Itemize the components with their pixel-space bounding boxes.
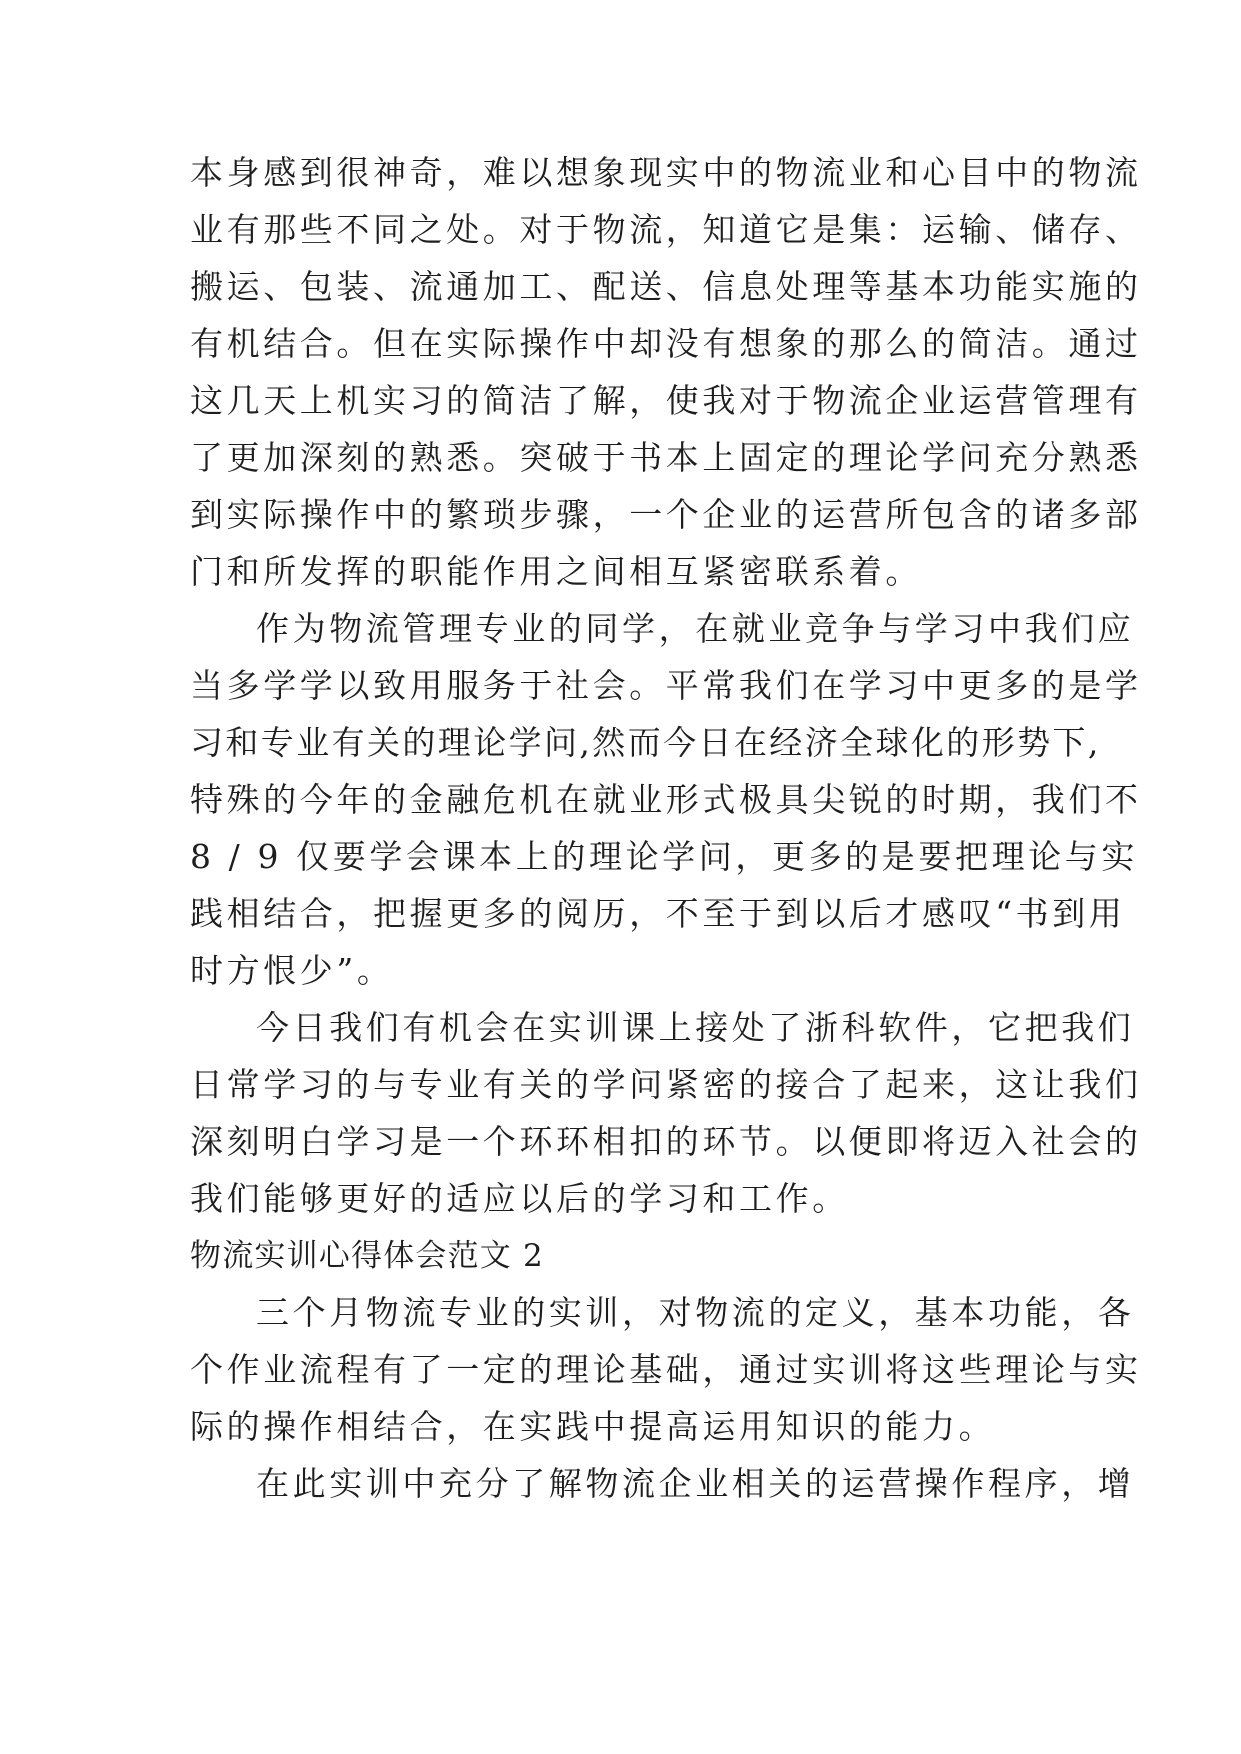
paragraph-line: 深刻明白学习是一个环环相扣的环节。以便即将迈入社会的	[190, 1122, 1142, 1161]
paragraph-line: 时方恨少”。	[190, 951, 394, 990]
paragraph-line: 个作业流程有了一定的理论基础，通过实训将这些理论与实	[190, 1350, 1142, 1389]
paragraph-line: 本身感到很神奇，难以想象现实中的物流业和心目中的物流	[190, 153, 1142, 192]
section-heading: 物流实训心得体会范文 2	[190, 1238, 544, 1274]
paragraph-line: 了更加深刻的熟悉。突破于书本上固定的理论学问充分熟悉	[190, 438, 1142, 477]
paragraph-line: 作为物流管理专业的同学，在就业竞争与学习中我们应	[256, 609, 1135, 648]
paragraph-line: 特殊的今年的金融危机在就业形式极具尖锐的时期，我们不	[190, 780, 1142, 819]
paragraph-line: 有机结合。但在实际操作中却没有想象的那么的简洁。通过	[190, 324, 1142, 363]
paragraph-line: 际的操作相结合，在实践中提高运用知识的能力。	[190, 1407, 996, 1446]
paragraph-line: 到实际操作中的繁琐步骤，一个企业的运营所包含的诸多部	[190, 495, 1142, 534]
paragraph-line: 践相结合，把握更多的阅历，不至于到以后才感叹“书到用	[190, 894, 1126, 933]
paragraph-line: 今日我们有机会在实训课上接处了浙科软件，它把我们	[256, 1008, 1135, 1047]
paragraph-line: 我们能够更好的适应以后的学习和工作。	[190, 1179, 849, 1218]
paragraph-line: 当多学学以致用服务于社会。平常我们在学习中更多的是学	[190, 666, 1142, 705]
paragraph-line: 在此实训中充分了解物流企业相关的运营操作程序，增	[256, 1464, 1135, 1503]
paragraph-line: 搬运、包装、流通加工、配送、信息处理等基本功能实施的	[190, 267, 1142, 306]
paragraph-line: 业有那些不同之处。对于物流，知道它是集：运输、储存、	[190, 210, 1142, 249]
paragraph-line: 这几天上机实习的简洁了解，使我对于物流企业运营管理有	[190, 381, 1142, 420]
paragraph-line: 门和所发挥的职能作用之间相互紧密联系着。	[190, 552, 922, 591]
paragraph-line: 日常学习的与专业有关的学问紧密的接合了起来，这让我们	[190, 1065, 1142, 1104]
paragraph-line: 习和专业有关的理论学问,然而今日在经济全球化的形势下,	[190, 723, 1101, 762]
paragraph-line-with-page-number: 8 / 9 仅要学会课本上的理论学问，更多的是要把理论与实	[190, 837, 1138, 876]
paragraph-line: 三个月物流专业的实训，对物流的定义，基本功能，各	[256, 1293, 1135, 1332]
